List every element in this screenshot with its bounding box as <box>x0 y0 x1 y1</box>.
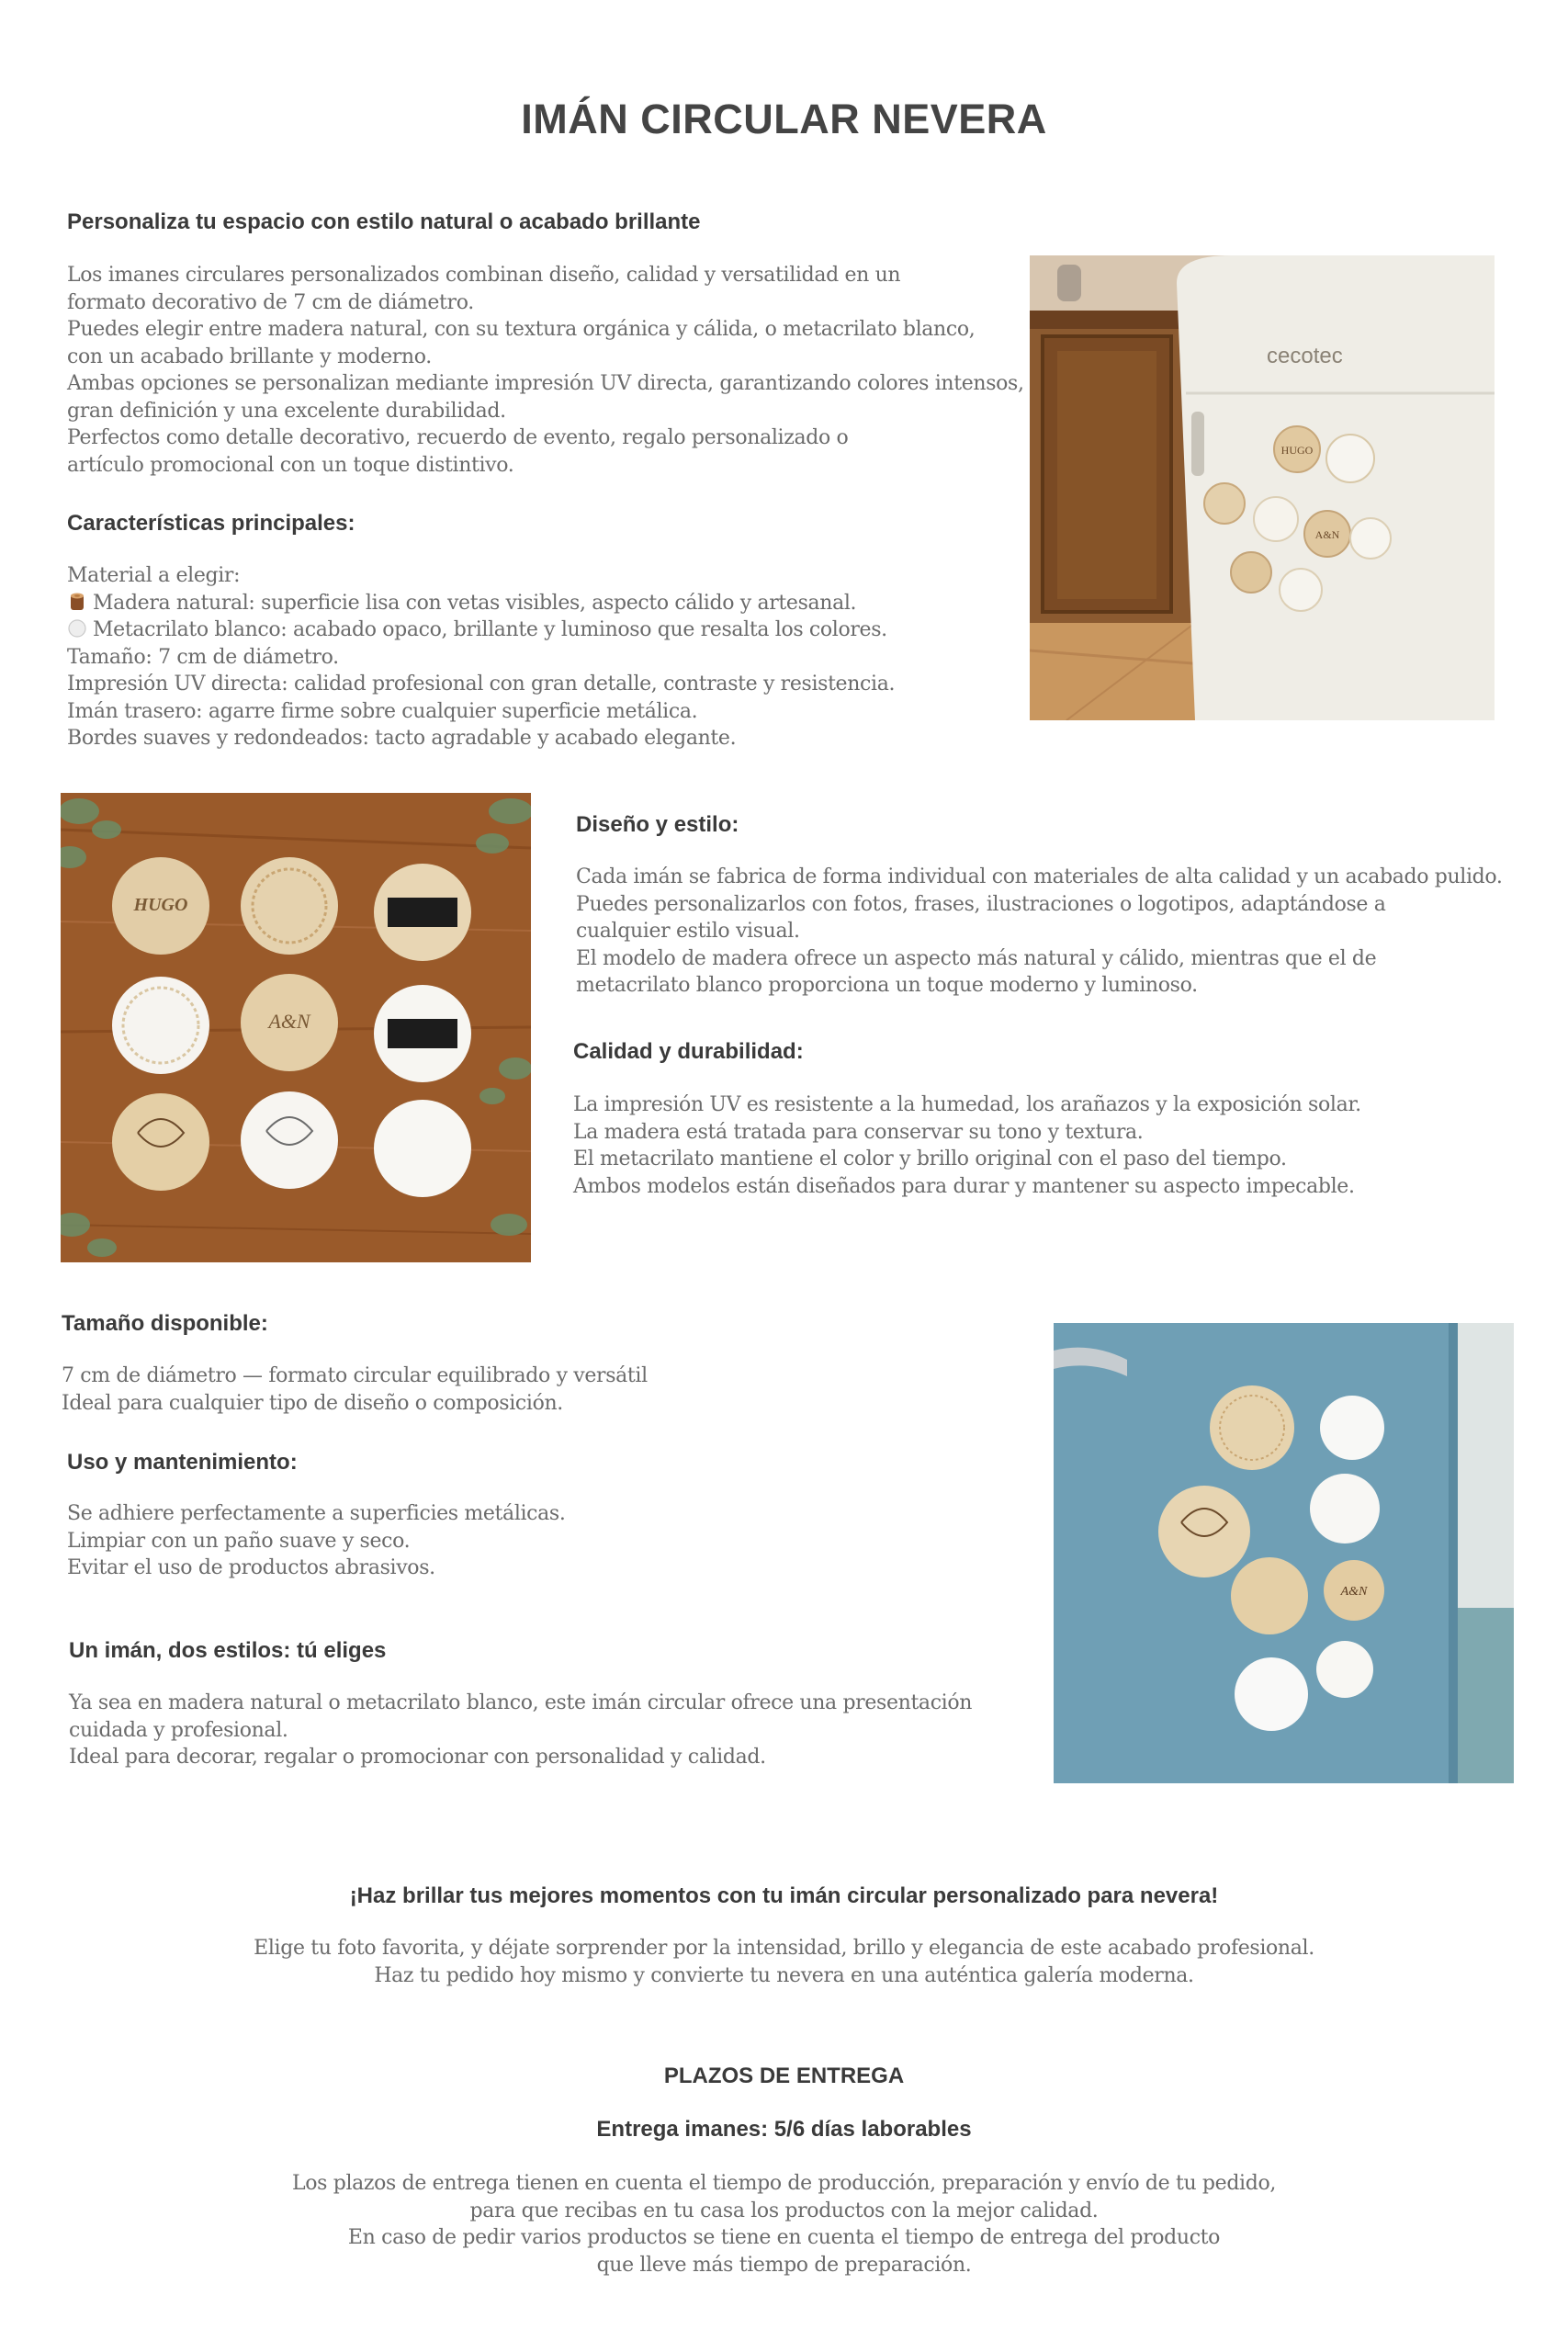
text-line: metacrilato blanco proporciona un toque moderno y luminoso. <box>576 974 1198 997</box>
text-line: Evitar el uso de productos abrasivos. <box>67 1556 435 1579</box>
text-line: Haz tu pedido hoy mismo y convierte tu nevera en una auténtica galería moderna. <box>374 1963 1194 1987</box>
fridge-blue-photo <box>1054 1323 1514 1783</box>
magnet-label: HUGO <box>1280 444 1314 457</box>
text-line: que lleve más tiempo de preparación. <box>596 2253 972 2277</box>
text-line: cualquier estilo visual. <box>576 920 800 943</box>
white-circle-icon <box>67 618 87 639</box>
text-line: artículo promocional con un toque distintivo. <box>67 453 514 477</box>
text-line: Cada imán se fabrica de forma individual con materiales de alta calidad y un acabado pulido. <box>576 865 1503 888</box>
text-line: Impresión UV directa: calidad profesional con gran detalle, contraste y resistencia. <box>67 673 896 695</box>
text-line: Tamaño: 7 cm de diámetro. <box>67 645 339 669</box>
text-line: Elige tu foto favorita, y déjate sorprender por la intensidad, brillo y elegancia de este acabado profesional. <box>254 1937 1314 1960</box>
section-heading-dos-estilos: Un imán, dos estilos: tú eliges <box>69 1638 387 1663</box>
styles-text <box>69 1690 972 1771</box>
section-heading-caracteristicas: Características principales: <box>67 511 355 536</box>
text-line: Ideal para cualquier tipo de diseño o composición. <box>62 1391 563 1415</box>
text-line: con un acabado brillante y moderno. <box>67 345 432 368</box>
text-line: Perfectos como detalle decorativo, recuerdo de evento, regalo personalizado o <box>67 426 849 449</box>
usage-text <box>67 1500 566 1582</box>
magnet-label: HUGO <box>133 895 188 915</box>
magnet-label: A&N <box>268 1010 310 1033</box>
text-line: Los imanes circulares personalizados combinan diseño, calidad y versatilidad en un <box>67 264 901 287</box>
text-line: Puedes elegir entre madera natural, con su textura orgánica y cálida, o metacrilato blanco, <box>67 318 976 341</box>
delivery-heading: PLAZOS DE ENTREGA <box>663 2064 905 2088</box>
section-heading-tamano: Tamaño disponible: <box>62 1311 268 1336</box>
section-intro-text <box>67 262 1024 479</box>
feature-acrylic <box>67 616 895 644</box>
magnets-wood-table-photo <box>61 793 531 1262</box>
text-line: El metacrilato mantiene el color y brillo original con el paso del tiempo. <box>573 1148 1287 1170</box>
text-line: Los plazos de entrega tienen en cuenta el tiempo de producción, preparación y envío de tu pedido, <box>291 2172 1277 2195</box>
section-heading-uso: Uso y mantenimiento: <box>67 1450 298 1475</box>
text-line: Puedes personalizarlos con fotos, frases, ilustraciones o logotipos, adaptándose a <box>576 892 1386 916</box>
page-title: IMÁN CIRCULAR NEVERA <box>521 96 1047 142</box>
text-line: Se adhiere perfectamente a superficies metálicas. <box>67 1502 566 1525</box>
text-line: cuidada y profesional. <box>69 1718 288 1742</box>
text-line: La impresión UV es resistente a la humedad, los arañazos y la exposición solar. <box>573 1093 1361 1116</box>
quality-text <box>573 1091 1361 1200</box>
text-line: En caso de pedir varios productos se tiene en cuenta el tiempo de entrega del producto <box>347 2226 1221 2249</box>
section-heading-calidad: Calidad y durabilidad: <box>573 1039 804 1064</box>
text-line: Limpiar con un paño suave y seco. <box>67 1529 411 1553</box>
magnet-label: A&N <box>1340 1585 1368 1599</box>
cta-text <box>0 1935 1568 1989</box>
text-line: Ambos modelos están diseñados para durar y mantener su aspecto impecable. <box>573 1174 1355 1198</box>
text-line: para que recibas en tu casa los productos con la mejor calidad. <box>469 2199 1099 2222</box>
delivery-text <box>0 2170 1568 2278</box>
text-line: Ya sea en madera natural o metacrilato blanco, este imán circular ofrece una presentación <box>69 1691 973 1714</box>
fridge-white-photo <box>1030 255 1495 720</box>
cta-heading: ¡Haz brillar tus mejores momentos con tu imán circular personalizado para nevera! <box>349 1883 1219 1908</box>
feature-wood <box>67 590 895 617</box>
text-line: Ideal para decorar, regalar o promocionar con personalidad y calidad. <box>69 1746 766 1769</box>
delivery-subheading: Entrega imanes: 5/6 días laborables <box>596 2117 972 2142</box>
text-line: La madera está tratada para conservar su tono y textura. <box>573 1120 1144 1144</box>
features-list <box>67 562 895 752</box>
magnet-grid <box>112 857 471 1197</box>
size-text <box>62 1363 648 1417</box>
text-line: Imán trasero: agarre firme sobre cualquier superficie metálica. <box>67 699 698 723</box>
text-line: Material a elegir: <box>67 564 241 587</box>
text-line: Metacrilato blanco: acabado opaco, brillante y luminoso que resalta los colores. <box>93 618 887 641</box>
design-text <box>576 864 1503 1000</box>
text-line: Bordes suaves y redondeados: tacto agradable y acabado elegante. <box>67 727 737 750</box>
text-line: Madera natural: superficie lisa con vetas visibles, aspecto cálido y artesanal. <box>93 591 857 615</box>
section-heading-diseno: Diseño y estilo: <box>576 812 739 837</box>
text-line: Ambas opciones se personalizan mediante impresión UV directa, garantizando colores intensos, <box>67 372 1024 395</box>
text-line: gran definición y una excelente durabilidad. <box>67 399 506 423</box>
magnet-label: A&N <box>1314 528 1340 541</box>
text-line: El modelo de madera ofrece un aspecto más natural y cálido, mientras que el de <box>576 946 1377 970</box>
text-line: 7 cm de diámetro — formato circular equilibrado y versátil <box>62 1364 648 1387</box>
fridge-brand-label: cecotec <box>1267 344 1343 368</box>
section-heading-personaliza: Personaliza tu espacio con estilo natural o acabado brillante <box>67 209 701 234</box>
wood-log-icon <box>67 592 87 612</box>
text-line: formato decorativo de 7 cm de diámetro. <box>67 290 474 314</box>
